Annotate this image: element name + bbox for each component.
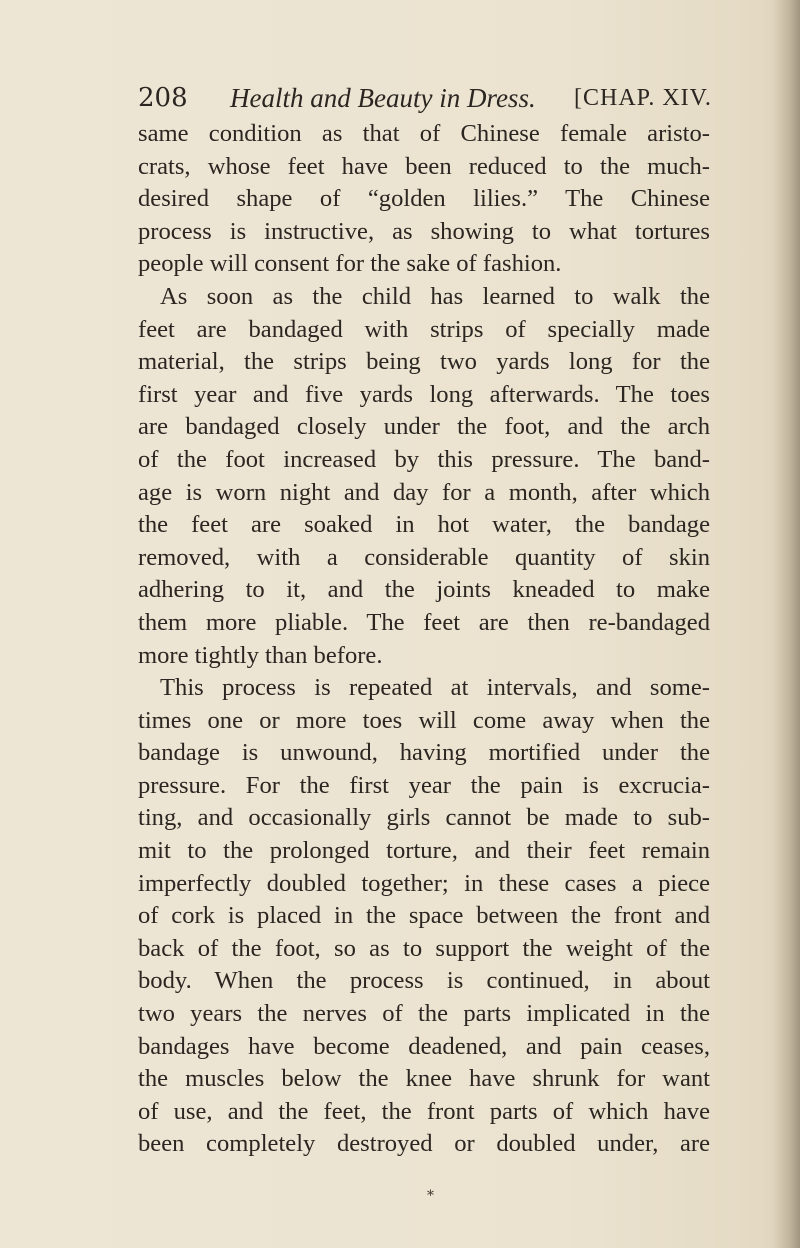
text-line: removed, with a considerable quantity of skin bbox=[138, 543, 710, 571]
text-line: two years the nerves of the parts implicated in the bbox=[138, 1000, 710, 1028]
text-line: material, the strips being two yards long for the bbox=[138, 348, 710, 376]
text-line: process is instructive, as showing to what tortures bbox=[138, 217, 710, 245]
text-line: back of the foot, so as to support the weight of the bbox=[138, 934, 710, 962]
page-number: 208 bbox=[138, 83, 188, 113]
text-line: people will consent for the sake of fashion. bbox=[138, 250, 562, 278]
text-line: them more pliable. The feet are then re-bandaged bbox=[138, 608, 710, 636]
text-line: are bandaged closely under the foot, and the arch bbox=[138, 413, 710, 441]
text-line: feet are bandaged with strips of specially made bbox=[138, 315, 710, 343]
text-line: of use, and the feet, the front parts of which have bbox=[138, 1097, 710, 1125]
text-line: body. When the process is continued, in about bbox=[138, 967, 710, 995]
text-line: of cork is placed in the space between the front and bbox=[138, 902, 710, 930]
body-text bbox=[138, 118, 710, 1161]
text-line: been completely destroyed or doubled under, are bbox=[138, 1130, 710, 1158]
text-line: times one or more toes will come away when the bbox=[138, 706, 710, 734]
text-line: adhering to it, and the joints kneaded to make bbox=[138, 576, 710, 604]
signature-mark: * bbox=[427, 1188, 434, 1204]
text-line: ting, and occasionally girls cannot be made to sub- bbox=[138, 804, 710, 832]
text-line: the feet are soaked in hot water, the bandage bbox=[138, 511, 710, 539]
running-title: Health and Beauty in Dress. bbox=[230, 83, 536, 113]
page-edge-shadow bbox=[772, 0, 800, 1248]
text-line: the muscles below the knee have shrunk for want bbox=[138, 1065, 710, 1093]
text-line: desired shape of “golden lilies.” The Chinese bbox=[138, 185, 710, 213]
text-line: This process is repeated at intervals, and some- bbox=[160, 674, 710, 702]
text-line: more tightly than before. bbox=[138, 641, 383, 669]
running-header bbox=[138, 78, 718, 118]
text-line: crats, whose feet have been reduced to the much- bbox=[138, 152, 710, 180]
text-line: of the foot increased by this pressure. The band- bbox=[138, 445, 710, 473]
text-line: mit to the prolonged torture, and their feet remain bbox=[138, 837, 710, 865]
text-line: age is worn night and day for a month, after which bbox=[138, 478, 710, 506]
text-line: first year and five yards long afterwards. The toes bbox=[138, 380, 710, 408]
text-line: same condition as that of Chinese female aristo- bbox=[138, 120, 710, 147]
text-line: As soon as the child has learned to walk the bbox=[160, 282, 710, 310]
text-line: bandage is unwound, having mortified under the bbox=[138, 739, 710, 767]
text-line: pressure. For the first year the pain is excrucia- bbox=[138, 771, 710, 799]
text-line: bandages have become deadened, and pain ceases, bbox=[138, 1032, 710, 1060]
chapter-reference: [CHAP. XIV. bbox=[574, 85, 712, 111]
text-line: imperfectly doubled together; in these cases a piece bbox=[138, 869, 710, 897]
